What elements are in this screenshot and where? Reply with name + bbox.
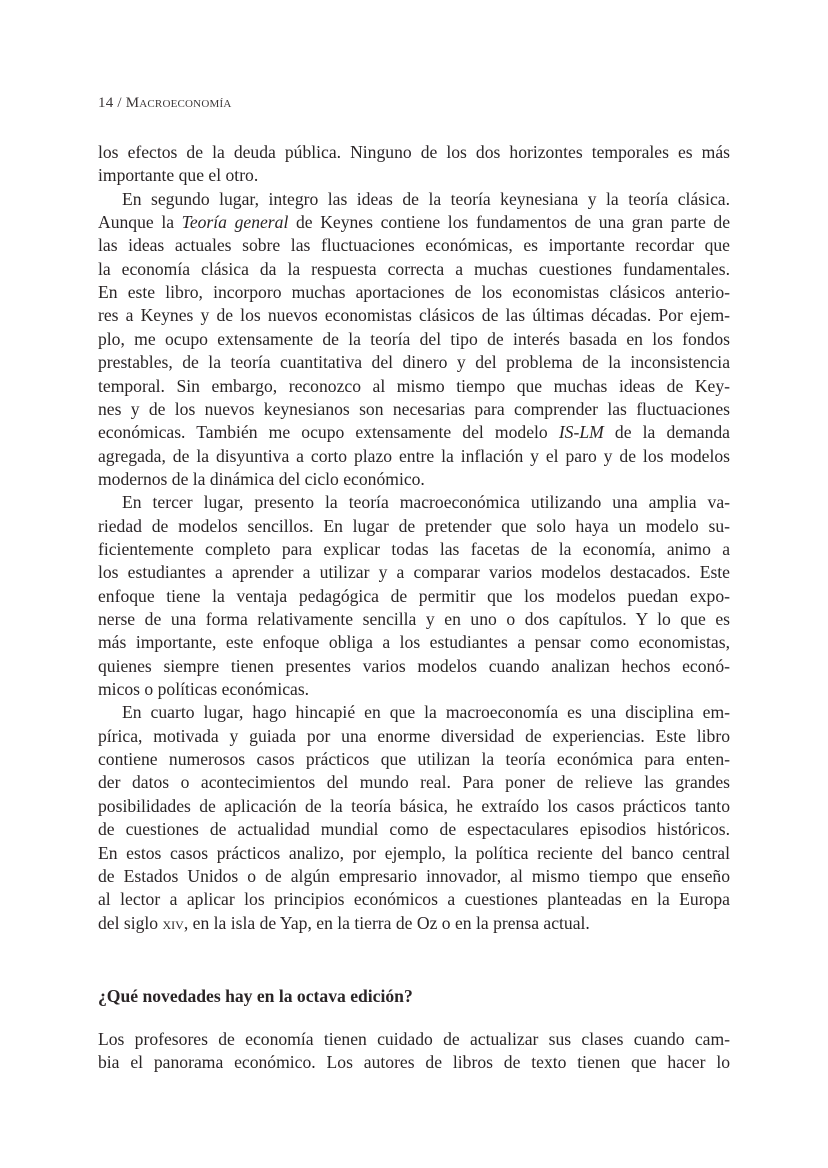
text-line: plo, me ocupo extensamente de la teoría del tipo de interés basada en los fondos xyxy=(98,328,730,349)
text-line: En cuarto lugar, hago hincapié en que la macroeconomía es una disciplina em- xyxy=(122,702,730,723)
text-line: de cuestiones de actualidad mundial como de espectaculares episodios históricos. xyxy=(98,819,730,840)
text-line: quienes siempre tienen presentes varios modelos cuando analizan hechos econó- xyxy=(98,655,730,676)
text-line: económicas. También me ocupo extensamente del modelo IS-LM de la demanda xyxy=(98,422,730,443)
running-head-separator: / xyxy=(117,95,122,111)
text-line: más importante, este enfoque obliga a los estudiantes a pensar como economistas, xyxy=(98,632,730,653)
text-line: der datos o acontecimientos del mundo real. Para poner de relieve las grandes xyxy=(98,772,730,793)
text-line: res a Keynes y de los nuevos economistas clásicos de las últimas décadas. Por ejem- xyxy=(98,305,730,326)
running-head xyxy=(98,95,231,112)
text-line: En estos casos prácticos analizo, por ejemplo, la política reciente del banco central xyxy=(98,842,730,863)
text-line: de Estados Unidos o de algún empresario innovador, al mismo tiempo que enseño xyxy=(98,865,730,886)
text-line: modernos de la dinámica del ciclo económico. xyxy=(98,468,425,489)
italic-term: IS-LM xyxy=(558,422,604,443)
roman-numeral: xiv xyxy=(162,912,184,933)
text-line: prestables, de la teoría cuantitativa del dinero y del problema de la inconsistencia xyxy=(98,352,730,373)
section-heading: ¿Qué novedades hay en la octava edición? xyxy=(98,986,413,1006)
text-line: del siglo xiv, en la isla de Yap, en la tierra de Oz o en la prensa actual. xyxy=(98,912,590,933)
text-line: En este libro, incorporo muchas aportaciones de los economistas clásicos anterio- xyxy=(98,282,730,303)
text-line: posibilidades de aplicación de la teoría básica, he extraído los casos prácticos tanto xyxy=(98,795,730,816)
text-line: la economía clásica da la respuesta correcta a muchas cuestiones fundamentales. xyxy=(98,258,730,279)
text-line: importante que el otro. xyxy=(98,165,259,186)
text-line: enfoque tiene la ventaja pedagógica de permitir que los modelos puedan expo- xyxy=(98,585,730,606)
text-line: los estudiantes a aprender a utilizar y a comparar varios modelos destacados. Este xyxy=(98,562,730,583)
text-line: contiene numerosos casos prácticos que utilizan la teoría económica para enten- xyxy=(98,749,730,770)
text-line: las ideas actuales sobre las fluctuaciones económicas, es importante recordar que xyxy=(98,235,730,256)
text-line: Aunque la Teoría general de Keynes contiene los fundamentos de una gran parte de xyxy=(98,212,731,233)
text-line: micos o políticas económicas. xyxy=(98,679,310,700)
text-line: temporal. Sin embargo, reconozco al mismo tiempo que muchas ideas de Key- xyxy=(98,375,730,396)
text-line: ficientemente completo para explicar todas las facetas de la economía, animo a xyxy=(98,538,730,559)
text-line: En tercer lugar, presento la teoría macroeconómica utilizando una amplia va- xyxy=(122,492,730,513)
text-line: bia el panorama económico. Los autores de libros de texto tienen que hacer lo xyxy=(98,1052,730,1073)
text-line: En segundo lugar, integro las ideas de la teoría keynesiana y la teoría clásica. xyxy=(122,188,730,209)
text-line: Los profesores de economía tienen cuidado de actualizar sus clases cuando cam- xyxy=(98,1029,730,1049)
text-line: al lector a aplicar los principios económicos a cuestiones planteadas en la Europa xyxy=(98,889,730,910)
text-line: riedad de modelos sencillos. En lugar de pretender que solo haya un modelo su- xyxy=(98,515,730,536)
text-line: los efectos de la deuda pública. Ninguno de los dos horizontes temporales es más xyxy=(98,142,730,162)
text-line: nes y de los nuevos keynesianos son necesarias para comprender las fluctuaciones xyxy=(98,398,730,419)
page-number: 14 xyxy=(98,95,114,111)
book-title: Macroeconomía xyxy=(125,95,232,111)
text-line: agregada, de la disyuntiva a corto plazo entre la inflación y el paro y de los modelos xyxy=(98,445,730,466)
text-line: nerse de una forma relativamente sencilla y en uno o dos capítulos. Y lo que es xyxy=(98,609,730,629)
italic-term: Teoría general xyxy=(181,212,289,233)
text-line: pírica, motivada y guiada por una enorme diversidad de experiencias. Este libro xyxy=(98,725,730,746)
